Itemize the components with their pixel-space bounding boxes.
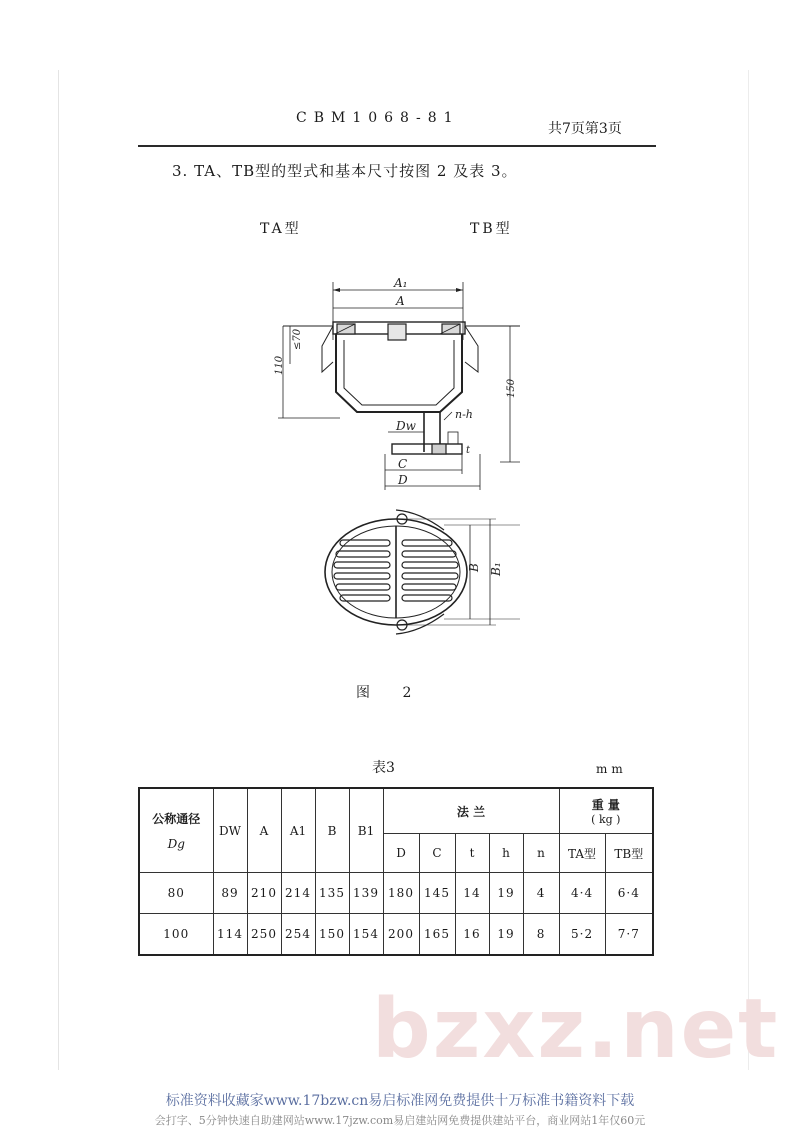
dim-c: C	[398, 457, 408, 471]
cell: 89	[213, 873, 247, 914]
cell: 214	[281, 873, 315, 914]
dim-b: B	[467, 563, 481, 572]
weight-unit: ( kg )	[591, 813, 621, 826]
cell: 165	[419, 914, 455, 956]
cell: 6·4	[605, 873, 653, 914]
dim-a1: A₁	[394, 276, 408, 290]
dim-a: A	[396, 294, 405, 308]
table-caption: 表3	[372, 760, 395, 776]
cell: 7·7	[605, 914, 653, 956]
col-t-header: t	[455, 834, 489, 873]
cell: 150	[315, 914, 349, 956]
cell: 8	[523, 914, 559, 956]
cell: 180	[383, 873, 419, 914]
weight-header	[559, 788, 653, 834]
col-dg-header	[139, 788, 213, 873]
cell: 5·2	[559, 914, 605, 956]
spec-table	[138, 787, 654, 956]
cell: 4·4	[559, 873, 605, 914]
watermark: bzxz.net	[372, 982, 780, 1077]
page-info: 共7页第3页	[548, 121, 622, 137]
cell: 14	[455, 873, 489, 914]
dim-t: t	[466, 445, 471, 456]
figure-caption: 图 2	[356, 685, 426, 701]
weight-label: 重 量	[591, 798, 620, 812]
cell: 4	[523, 873, 559, 914]
cell: 254	[281, 914, 315, 956]
col-c-header: C	[419, 834, 455, 873]
col-n-header: n	[523, 834, 559, 873]
standard-code: CBM1068-81	[296, 110, 460, 126]
cell: 200	[383, 914, 419, 956]
dim-d: D	[398, 473, 408, 487]
col-dw-header: DW	[213, 788, 247, 873]
section-text: 3. TA、TB型的型式和基本尺寸按图 2 及表 3。	[172, 162, 518, 180]
footer-line-1: 标准资料收藏家www.17bzw.cn易启标准网免费提供十万标准书籍资料下载	[165, 1093, 635, 1109]
dim-110: 110	[274, 355, 285, 375]
col-b1-header: B1	[349, 788, 383, 873]
cell: 80	[139, 873, 213, 914]
cell: 114	[213, 914, 247, 956]
dg-label: 公称通径	[152, 812, 201, 826]
cell: 19	[489, 914, 523, 956]
dim-150: 150	[506, 378, 517, 398]
col-ta-header: TA型	[559, 834, 605, 873]
col-h-header: h	[489, 834, 523, 873]
cell: 100	[139, 914, 213, 956]
col-b-header: B	[315, 788, 349, 873]
table-row	[139, 873, 653, 914]
col-d-header: D	[383, 834, 419, 873]
col-a-header: A	[247, 788, 281, 873]
dim-nh: n-h	[455, 408, 473, 421]
dim-le70: ≤70	[292, 328, 303, 350]
table-unit: mm	[596, 762, 627, 776]
cell: 135	[315, 873, 349, 914]
footer-line-2: 会打字、5分钟快速自助建网站www.17jzw.com易启建站网免费提供建站平台，商业网站1年仅60元	[154, 1114, 646, 1127]
cell: 210	[247, 873, 281, 914]
flange-header: 法 兰	[383, 788, 559, 834]
cell: 145	[419, 873, 455, 914]
tb-type-label: TB型	[470, 221, 513, 237]
ta-type-label: TA型	[260, 221, 302, 237]
cell: 16	[455, 914, 489, 956]
dim-dw: Dw	[396, 419, 416, 433]
cell: 19	[489, 873, 523, 914]
col-a1-header: A1	[281, 788, 315, 873]
cell: 250	[247, 914, 281, 956]
col-tb-header: TB型	[605, 834, 653, 873]
dg-symbol: Dg	[167, 837, 185, 851]
table-row	[139, 914, 653, 956]
dim-b1: B₁	[489, 562, 503, 576]
cell: 154	[349, 914, 383, 956]
cell: 139	[349, 873, 383, 914]
